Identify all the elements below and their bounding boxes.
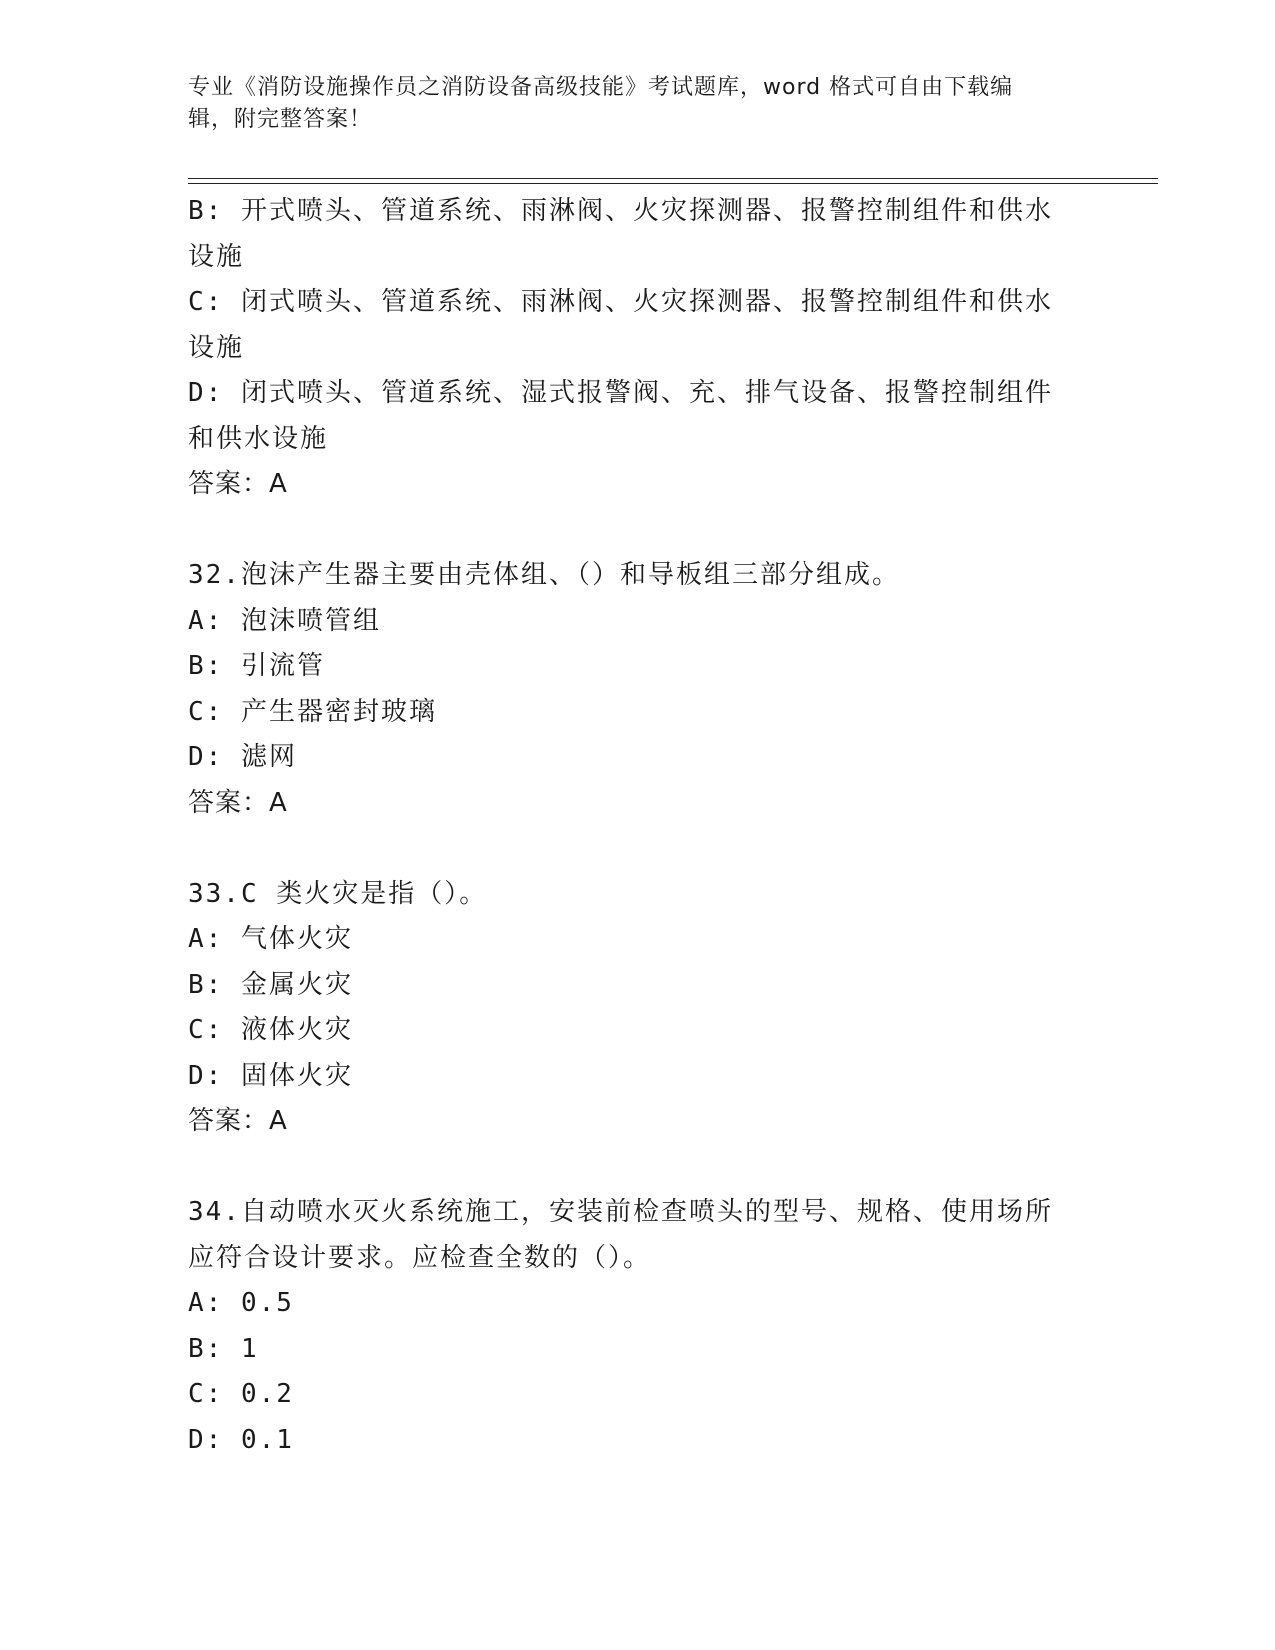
question-32	[188, 553, 1068, 826]
option-d: D: 闭式喷头、管道系统、湿式报警阀、充、排气设备、报警控制组件	[188, 378, 1053, 408]
header-line-1: 专业《消防设施操作员之消防设备高级技能》考试题库，word 格式可自由下载编	[188, 75, 1014, 100]
spacer	[188, 508, 1068, 554]
question-stem: 33.C 类火灾是指（）。	[188, 878, 488, 909]
option-b: B: 开式喷头、管道系统、雨淋阀、火灾探测器、报警控制组件和供水	[188, 196, 1053, 226]
question-33	[188, 872, 1068, 1145]
question-31-tail	[188, 189, 1068, 508]
option-c: C: 产生器密封玻璃	[188, 696, 437, 727]
option-b: B: 金属火灾	[188, 969, 353, 1000]
option-b-continued: 设施	[188, 241, 245, 272]
option-a: A: 泡沫喷管组	[188, 605, 381, 636]
question-stem: 34.自动喷水灭火系统施工，安装前检查喷头的型号、规格、使用场所	[188, 1197, 1053, 1227]
answer-line: 答案：A	[188, 1106, 288, 1136]
option-d: D: 固体火灾	[188, 1060, 353, 1091]
option-a: A: 0.5	[188, 1288, 294, 1318]
document-header	[188, 72, 1068, 136]
question-stem-continued: 应符合设计要求。应检查全数的（）。	[188, 1242, 652, 1273]
answer-line: 答案：A	[188, 469, 288, 499]
spacer	[188, 1145, 1068, 1191]
option-b: B: 引流管	[188, 651, 325, 681]
header-divider-bottom	[188, 183, 1158, 184]
question-content	[188, 189, 1068, 1463]
option-c-continued: 设施	[188, 332, 245, 363]
header-line-2: 辑，附完整答案！	[188, 107, 373, 132]
option-c: C: 液体火灾	[188, 1015, 353, 1045]
question-34	[188, 1190, 1068, 1463]
option-a: A: 气体火灾	[188, 924, 353, 954]
option-c: C: 闭式喷头、管道系统、雨淋阀、火灾探测器、报警控制组件和供水	[188, 287, 1053, 317]
option-d-continued: 和供水设施	[188, 423, 329, 454]
answer-line: 答案：A	[188, 787, 288, 818]
question-stem: 32.泡沫产生器主要由壳体组、（）和导板组三部分组成。	[188, 560, 900, 590]
header-divider-top	[188, 178, 1158, 179]
option-d: D: 0.1	[188, 1424, 294, 1455]
option-b: B: 1	[188, 1333, 259, 1364]
option-c: C: 0.2	[188, 1379, 294, 1409]
option-d: D: 滤网	[188, 742, 297, 772]
spacer	[188, 826, 1068, 872]
